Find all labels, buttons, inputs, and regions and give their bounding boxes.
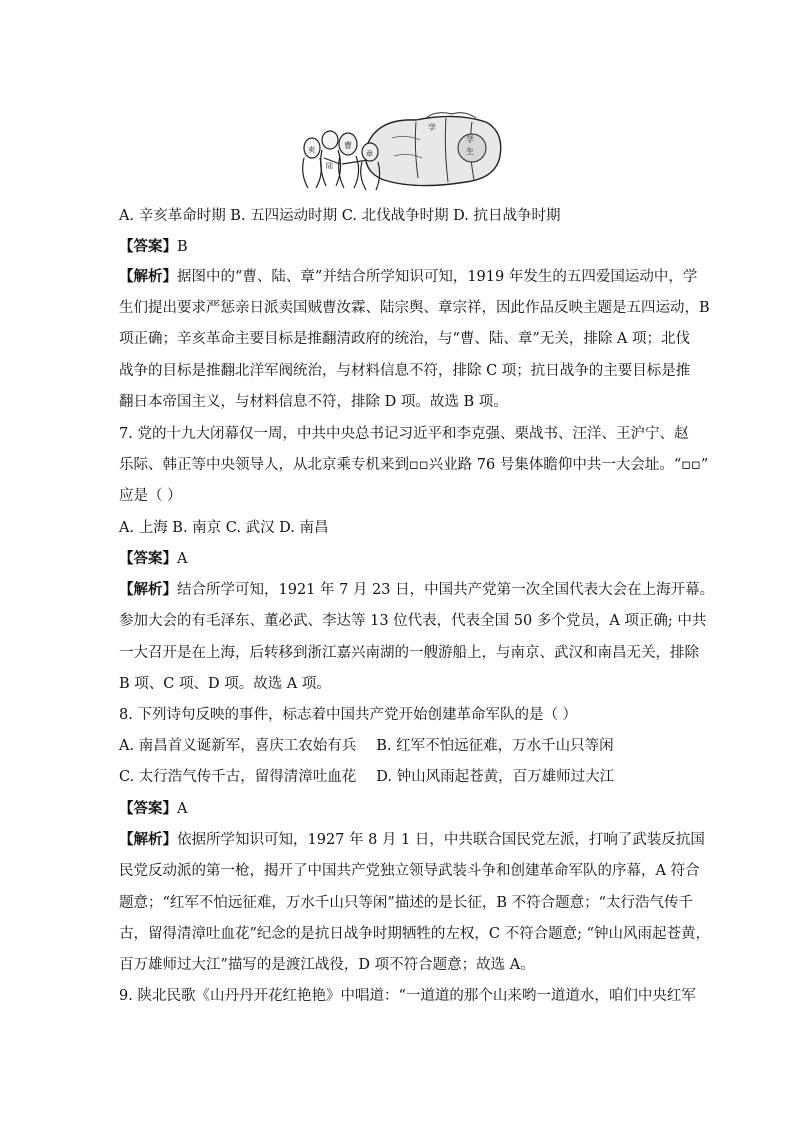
q7-answer xyxy=(119,549,187,569)
q7-analysis-line-1: 参加大会的有毛泽东、董必武、李达等 13 位代表，代表全国 50 多个党员，A 项正确; 中共 xyxy=(119,613,707,629)
q7-analysis-line-3: B 项、C 项、D 项。故选 A 项。 xyxy=(119,676,331,692)
q7-stem-line-1: 乐际、韩正等中央领导人，从北京乘专机来到▫▫兴业路 76 号集体瞻仰中共一大会址。“▫▫” xyxy=(119,457,709,473)
q7-analysis-line-0: 【解析】结合所学可知，1921 年 7 月 23 日，中国共产党第一次全国代表大会在上海开幕。 xyxy=(119,581,715,598)
answer-label: 【答案】 xyxy=(119,800,177,817)
figure-label-3: 章 xyxy=(366,150,373,158)
q8-analysis-line-1: 民党反动派的第一枪，揭开了中国共产党独立领导武装斗争和创建革命军队的序幕，A 符合 xyxy=(119,863,700,879)
analysis-label: 【解析】 xyxy=(119,581,177,598)
q8-option-d: D. 钟山风雨起苍黄，百万雄师过大江 xyxy=(376,769,615,785)
q8-analysis-line-0: 【解析】依据所学知识可知，1927 年 8 月 1 日，中共联合国民党左派，打响了武装反抗国 xyxy=(119,831,705,848)
fist-label-1: 学 xyxy=(428,123,436,132)
q8-option-a: A. 南昌首义诞新军，喜庆工农始有兵 xyxy=(119,738,357,754)
q8-stem: 8. 下列诗句反映的事件，标志着中国共产党开始创建革命军队的是（ ） xyxy=(119,707,578,723)
q7-stem-line-2: 应是（ ） xyxy=(119,488,182,504)
q8-analysis-line-4: 百万雄师过大江”描写的是渡江战役，D 项不符合题意；故选 A。 xyxy=(119,957,535,973)
q7-stem-line-0: 7. 党的十九大闭幕仅一周，中共中央总书记习近平和李克强、栗战书、汪洋、王沪宁、赵 xyxy=(119,426,689,442)
q7-analysis-line-2: 一大召开是在上海，后转移到浙江嘉兴南湖的一艘游船上，与南京、武汉和南昌无关，排除 xyxy=(119,645,699,661)
figure-label-4: 陆 xyxy=(326,162,333,170)
q7-options: A. 上海 B. 南京 C. 武汉 D. 南昌 xyxy=(119,520,329,536)
answer-value: A xyxy=(177,551,188,567)
q8-analysis-line-3: 古，留得清漳吐血花”纪念的是抗日战争时期牺牲的左权，C 不符合题意; “钟山风雨起苍黄， xyxy=(119,926,711,942)
q8-option-c: C. 太行浩气传千古，留得清漳吐血花 xyxy=(119,769,357,785)
answer-label: 【答案】 xyxy=(119,550,177,567)
figure-label-1: 卖 xyxy=(308,146,315,154)
q6-analysis-line-4: 翻日本帝国主义，与材料信息不符，排除 D 项。故选 B 项。 xyxy=(119,394,508,410)
q8-options-row-1 xyxy=(119,736,614,756)
cartoon-illustration xyxy=(296,108,506,192)
fist-label-2: 学 xyxy=(466,135,474,144)
analysis-label: 【解析】 xyxy=(119,268,177,285)
answer-value: B xyxy=(177,239,188,255)
q6-analysis-line-1: 生们提出要求严惩亲日派卖国贼曹汝霖、陆宗舆、章宗祥，因此作品反映主题是五四运动，B xyxy=(119,300,710,316)
fist-label-3: 生 xyxy=(466,147,474,156)
q8-option-b: B. 红军不怕远征难，万水千山只等闲 xyxy=(376,738,614,754)
answer-label: 【答案】 xyxy=(119,238,177,255)
answer-value: A xyxy=(177,801,188,817)
figure-label-2: 曹 xyxy=(344,141,352,150)
q9-stem: 9. 陕北民歌《山丹丹开花红艳艳》中唱道：“一道道的那个山来哟一道道水，咱们中央红军 xyxy=(119,988,696,1004)
q6-analysis-line-2: 项正确；辛亥革命主要目标是推翻清政府的统治，与“曹、陆、章”无关，排除 A 项；北伐 xyxy=(119,331,691,347)
q6-analysis-line-0: 【解析】据图中的“曹、陆、章”并结合所学知识可知，1919 年发生的五四爱国运动中，学 xyxy=(119,268,698,285)
q6-options: A. 辛亥革命时期 B. 五四运动时期 C. 北伐战争时期 D. 抗日战争时期 xyxy=(119,208,561,224)
q8-options-row-2 xyxy=(119,767,614,787)
q6-answer xyxy=(119,237,188,257)
q8-answer xyxy=(119,799,187,819)
analysis-label: 【解析】 xyxy=(119,831,177,848)
q6-analysis-line-3: 战争的目标是推翻北洋军阀统治，与材料信息不符，排除 C 项；抗日战争的主要目标是推 xyxy=(119,363,691,379)
q8-analysis-line-2: 题意；“红军不怕远征难，万水千山只等闲”描述的是长征，B 不符合题意；“太行浩气传千 xyxy=(119,895,693,911)
